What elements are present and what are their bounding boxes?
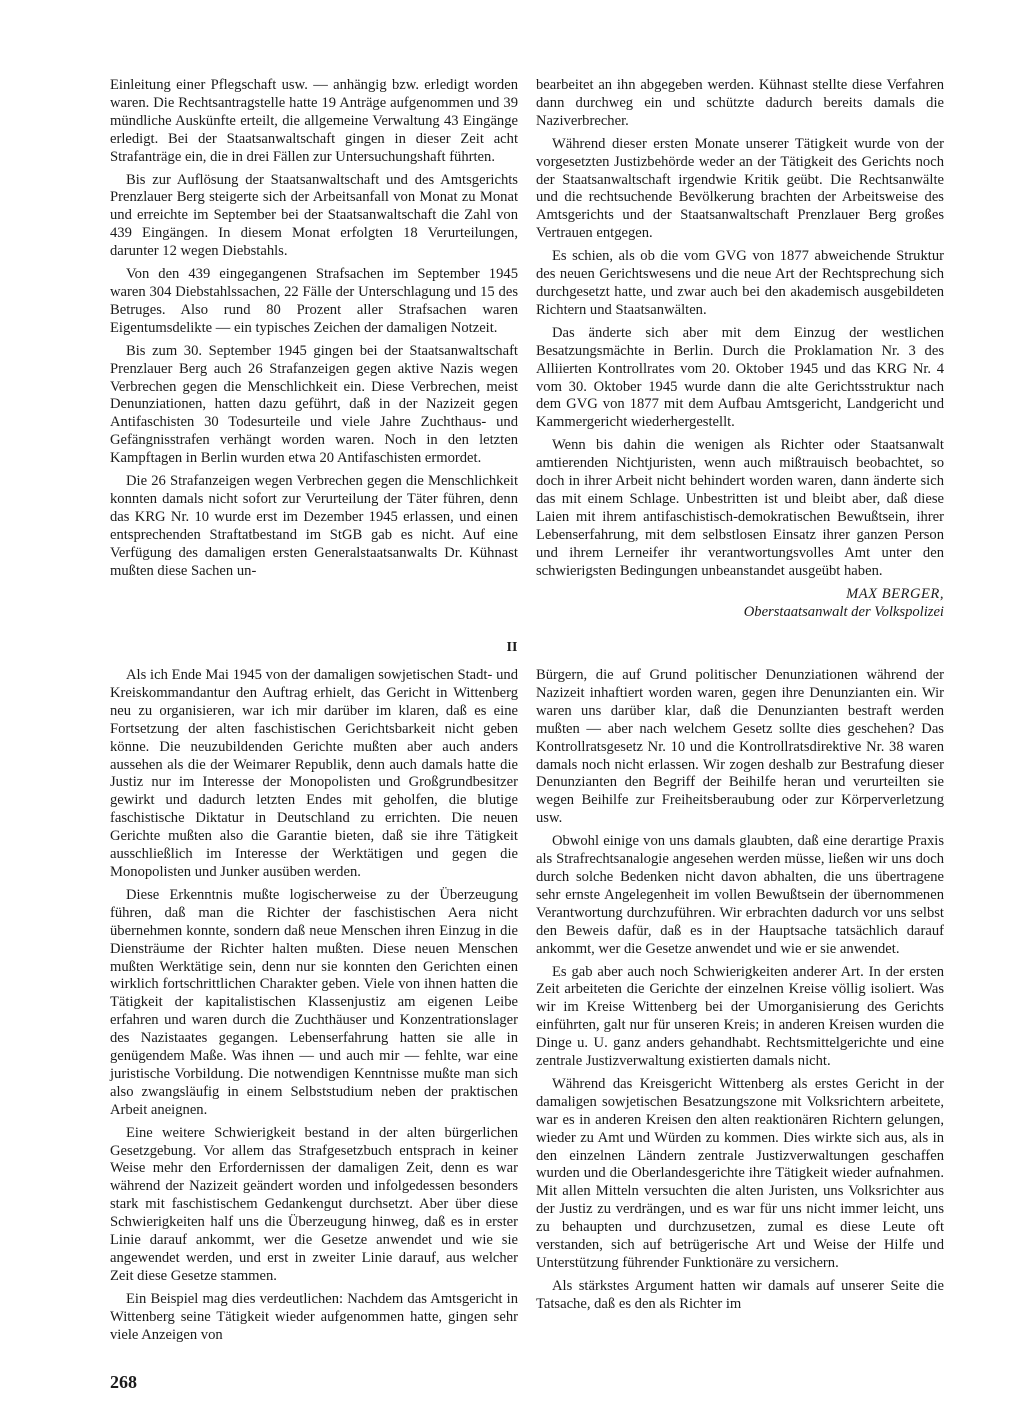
page-number: 268 (110, 1372, 137, 1392)
section2-left-column (110, 667, 518, 1350)
paragraph: bearbeitet an ihn abgegeben werden. Kühnast stellte diese Verfahren dann durchweg ein und schützte dadurch bereits damals die Naziverbrecher. (536, 77, 944, 129)
paragraph: Bis zur Auflösung der Staatsanwaltschaft und des Amtsgerichts Prenzlauer Berg steigerte sich der Arbeitsanfall von Monat zu Monat und erreichte im September bei der Staatsanwaltschaft die Zahl von 439 Eingängen. In diesem Monat erfolgten 18 Verurteilungen, darunter 12 wegen Diebstahls. (110, 171, 518, 260)
signature-name: MAX BERGER, (846, 586, 944, 603)
paragraph: Bürgern, die auf Grund politischer Denunziationen während der Nazizeit inhaftiert worden waren, gegen ihre Denunzianten ein. Wir waren uns darüber klar, daß die Denunzianten bestraft werden mußten — aber nach welchem Gesetz sollte dies geschehen? Das Kontrollratsgesetz Nr. 10 und die Kontrollratsdirektive Nr. 38 waren damals noch nicht erlassen. Wir zogen deshalb zur Bestrafung dieser Denunzianten den Begriff der Beihilfe heran und verurteilten sie wegen Beihilfe zur Freiheitsberaubung oder zur Körperverletzung usw. (536, 667, 944, 827)
paragraph: Bis zum 30. September 1945 gingen bei der Staatsanwaltschaft Prenzlauer Berg auch 26 Strafanzeigen gegen aktive Nazis wegen Verbrechen gegen die Menschlichkeit ein. Diese Verbrechen, meist Denunziationen, hatten dazu geführt, daß in der Nazizeit gegen Antifaschisten 30 Todesurteile und viele Jahre Zuchthaus- und Gefängnisstrafen verhängt worden waren. Noch in den letzten Kampftagen in Berlin wurden etwa 20 Antifaschisten ermordet. (110, 342, 518, 467)
paragraph: Diese Erkenntnis mußte logischerweise zu der Überzeugung führen, daß man die Richter der faschistischen Aera nicht übernehmen konnte, sondern daß neue Menschen ihren Einzug in die Diensträume der Richter halten mußten. Diese neuen Menschen mußten Werktätige sein, denn nur sie konnten den Gerichten einen wirklich fortschrittlichen Charakter geben. Viele von ihnen hatten die Tätigkeit der kapitalistischen Klassenjustiz am eigenen Leibe erfahren und waren durch die Zuchthäuser und Konzentrationslager des Nazistaates gegangen. Lebenserfahrung hatten sie alle in genügendem Maße. Was ihnen — und auch mir — fehlte, war eine juristische Vorbildung. Die notwendigen Kenntnisse mußte man sich also zwangsläufig in einem Selbststudium neben der praktischen Arbeit aneignen. (110, 886, 518, 1118)
paragraph: Während das Kreisgericht Wittenberg als erstes Gericht in der damaligen sowjetischen Besatzungszone mit Volksrichtern arbeitete, war es in anderen Kreisen den alten reaktionären Richtern gelungen, wieder zu Amt und Würden zu kommen. Dies wirkte sich aus, als in den einzelnen Ländern zentrale Justizverwaltungen geschaffen wurden und die Oberlandesgerichte ihre Tätigkeit wieder aufnahmen. Mit allen Mitteln versuchten die alten Juristen, uns Volksrichter aus der Justiz zu verdrängen, und es war für uns nicht immer leicht, uns zu behaupten und durchzusetzen, zumal es diese Leute oft verstanden, sich auf betrügerische Art und Weise der Hilfe und Unterstützung führender Funktionäre zu versichern. (536, 1075, 944, 1271)
section2-right-column (536, 667, 944, 1319)
section1-right-column (536, 77, 944, 621)
section-heading: II (506, 640, 518, 655)
section1-left-column (110, 77, 518, 585)
paragraph: Während dieser ersten Monate unserer Tätigkeit wurde von der vorgesetzten Justizbehörde weder an der Tätigkeit des Gerichts noch der Staatsanwaltschaft irgendwie Kritik geübt. Die Rechtsanwälte und die rechtsuchende Bevölkerung brachten der Arbeitsweise des Amtsgerichts und der Staatsanwaltschaft Prenzlauer Berg großes Vertrauen entgegen. (536, 135, 944, 242)
paragraph: Von den 439 eingegangenen Strafsachen im September 1945 waren 304 Diebstahlssachen, 22 Fälle der Unterschlagung und 15 des Betruges. Also rund 80 Prozent aller Strafsachen waren Eigentumsdelikte — ein typisches Zeichen der damaligen Notzeit. (110, 266, 518, 336)
paragraph: Die 26 Strafanzeigen wegen Verbrechen gegen die Menschlichkeit konnten damals nicht sofort zur Verurteilung der Täter führen, denn das KRG Nr. 10 wurde erst im Dezember 1945 erlassen, und einen entsprechenden Straftatbestand im StGB gab es nicht. Auf eine Verfügung des damaligen ersten Generalstaatsanwalts Dr. Kühnast mußten diese Sachen un- (110, 473, 518, 579)
paragraph: Obwohl einige von uns damals glaubten, daß eine derartige Praxis als Strafrechtsanalogie angesehen werden müsse, ließen wir uns doch durch solche Bedenken nicht davon abhalten, die uns übertragene sehr ernste Angelegenheit im vollen Bewußtsein der übernommenen Verantwortung durchzuführen. Wir erbrachten dadurch vor uns selbst den Beweis dafür, daß es in der Hauptsache tatsächlich darauf ankommt, wer die Gesetze anwendet und wie er sie anwendet. (536, 833, 944, 957)
paragraph: Als ich Ende Mai 1945 von der damaligen sowjetischen Stadt- und Kreiskommandantur den Auftrag erhielt, das Gericht in Wittenberg neu zu organisieren, war ich mir darüber im klaren, daß es eine Fortsetzung der alten faschistischen Gerichtsbarkeit nicht geben könne. Die neuzubildenden Gerichte mußten aber auch anders aussehen als die der Weimarer Republik, denn auch damals hatte die Justiz nur im Interesse der Monopolisten und Großgrundbesitzer gewirkt und dadurch letzten Endes mit geholfen, die blutige faschistische Diktatur in Deutschland zu errichten. Die neuen Gerichte mußten also die Garantie bieten, daß sie ihre Tätigkeit ausschließlich im Interesse der Werktätigen und gegen die Monopolisten und Junker ausüben werden. (110, 667, 518, 880)
paragraph: Ein Beispiel mag dies verdeutlichen: Nachdem das Amtsgericht in Wittenberg seine Tätigkeit wieder aufgenommen hatte, gingen sehr viele Anzeigen von (110, 1290, 518, 1343)
paragraph: Eine weitere Schwierigkeit bestand in der alten bürgerlichen Gesetzgebung. Vor allem das Strafgesetzbuch entsprach in keiner Weise mehr den Erfordernissen der damaligen Zeit, denn es war während der Nazizeit geändert worden und infolgedessen besonders stark mit faschistischem Gedankengut durchsetzt. Aber über diese Schwierigkeiten half uns die Überzeugung hinweg, daß es in erster Linie darauf ankommt, wer die Gesetze anwendet und wie sie angewendet werden, und erst in zweiter Linie darauf, aus welcher Zeit diese Gesetze stammen. (110, 1124, 518, 1284)
signature (536, 585, 944, 621)
signature-title: Oberstaatsanwalt der Volkspolizei (743, 604, 944, 621)
paragraph: Einleitung einer Pflegschaft usw. — anhängig bzw. erledigt worden waren. Die Rechtsantragstelle hatte 19 Anträge aufgenommen und 39 mündliche Auskünfte erteilt, die allgemeine Verwaltung 43 Eingänge erledigt. Bei der Staatsanwaltschaft gingen in dieser Zeit acht Strafanträge ein, die in drei Fällen zur Untersuchungshaft führten. (110, 77, 518, 165)
paragraph: Es schien, als ob die vom GVG von 1877 abweichende Struktur des neuen Gerichtswesens und die neue Art der Rechtsprechung sich durchgesetzt hatte, und zwar auch bei den akademisch ausgebildeten Richtern und Staatsanwälten. (536, 248, 944, 318)
paragraph: Das änderte sich aber mit dem Einzug der westlichen Besatzungsmächte in Berlin. Durch die Proklamation Nr. 3 des Alliierten Kontrollrates vom 20. Oktober 1945 und das KRG Nr. 4 vom 30. Oktober 1945 wurde dann die alte Gerichtsstruktur nach dem GVG von 1877 mit dem Aufbau Amtsgericht, Landgericht und Kammergericht wiederhergestellt. (536, 324, 944, 431)
paragraph: Wenn bis dahin die wenigen als Richter oder Staatsanwalt amtierenden Nichtjuristen, wenn auch mißtrauisch beobachtet, so doch in ihrer Arbeit nicht behindert worden waren, dann änderte sich das mit einem Schlage. Unbestritten ist und bleibt aber, daß diese Laien mit ihrem antifaschistisch-demokratischen Bewußtsein, ihrer Lebenserfahrung, mit dem selbstlosen Einsatz ihrer ganzen Person und ihrem Lerneifer ihr verantwortungsvolles Amt unter den schwierigsten Bedingungen unbeanstandet ausgeübt haben. (536, 437, 944, 579)
paragraph: Es gab aber auch noch Schwierigkeiten anderer Art. In der ersten Zeit arbeiteten die Gerichte der einzelnen Kreise völlig isoliert. Was wir im Kreise Wittenberg bei der Umorganisierung des Gerichts einführten, galt nur für unseren Kreis; in anderen Kreisen wurden die Dinge u. U. ganz anders gehandhabt. Rechtsmittelgerichte und eine zentrale Justizverwaltung existierten damals nicht. (536, 963, 944, 1070)
paragraph: Als stärkstes Argument hatten wir damals auf unserer Seite die Tatsache, daß es den als Richter im (536, 1277, 944, 1312)
